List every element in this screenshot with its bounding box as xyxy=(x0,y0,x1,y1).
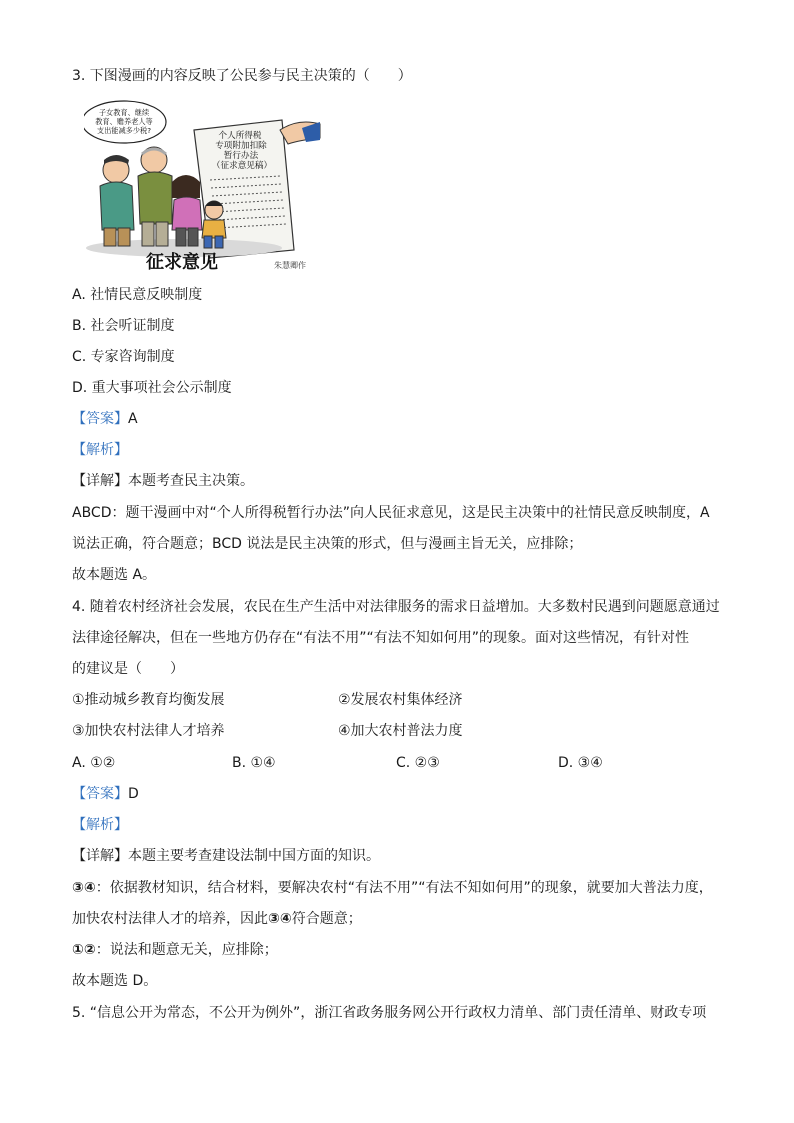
q4-analysis-label: 【解析】 xyxy=(72,817,128,833)
cartoon-doc-2: 专项附加扣除 xyxy=(215,141,267,151)
q4-answer xyxy=(72,784,139,804)
q4-explain-3-text: ：说法和题意无关，应排除； xyxy=(95,942,278,958)
q4-explain-3-key: ①② xyxy=(72,942,96,958)
q3-explain-1: ABCD：题干漫画中对“个人所得税暂行办法”向人民征求意见，这是民主决策中的社情民意反映制度，A xyxy=(72,505,710,521)
cartoon-caption: 征求意见 xyxy=(146,252,218,272)
q3-option-a: A. 社情民意反映制度 xyxy=(72,287,203,303)
q4-stem-3: 的建议是（ ） xyxy=(72,661,184,677)
q4-option-b: B. ①④ xyxy=(232,755,276,771)
cartoon-doc-3: 暂行办法 xyxy=(223,151,259,161)
q4-explain-3 xyxy=(72,940,278,960)
q4-explain-2 xyxy=(72,909,362,929)
q4-option-d: D. ③④ xyxy=(558,755,603,771)
q3-answer-label: 【答案】 xyxy=(72,411,128,427)
q4-detail xyxy=(72,846,380,866)
q4-detail-text: 本题主要考查建设法制中国方面的知识。 xyxy=(128,848,380,864)
cartoon-speech-3: 支出能减多少税? xyxy=(96,126,152,135)
cartoon-image xyxy=(84,100,322,272)
q3-detail-label: 【详解】 xyxy=(72,473,128,489)
q4-answer-label: 【答案】 xyxy=(72,786,128,802)
q3-answer xyxy=(72,409,138,429)
q4-item-4: ④加大农村普法力度 xyxy=(338,723,463,739)
cartoon-speech-1: 子女教育、继续 xyxy=(98,108,150,117)
q4-answer-value: D xyxy=(128,786,139,802)
cartoon-credit: 朱慧卿作 xyxy=(274,261,306,270)
q4-item-2: ②发展农村集体经济 xyxy=(338,692,463,708)
cartoon-speech-2: 教育、赡养老人等 xyxy=(95,117,153,126)
q4-option-c: C. ②③ xyxy=(396,755,440,771)
q4-explain-2b: 符合题意； xyxy=(291,911,362,927)
q4-item-1: ①推动城乡教育均衡发展 xyxy=(72,692,225,708)
q4-conclusion: 故本题选 D。 xyxy=(72,973,158,989)
q3-detail-text: 本题考查民主决策。 xyxy=(128,473,254,489)
q4-explain-2-key: ③④ xyxy=(268,911,292,927)
q4-option-a: A. ①② xyxy=(72,755,116,771)
q3-explain-2: 说法正确，符合题意；BCD 说法是民主决策的形式，但与漫画主旨无关，应排除； xyxy=(72,536,583,552)
q4-explain-1-text: ：依据教材知识，结合材料，要解决农村“有法不用”“有法不知如何用”的现象，就要加大普法力度， xyxy=(95,880,713,896)
q3-option-d: D. 重大事项社会公示制度 xyxy=(72,380,232,396)
q4-explain-1 xyxy=(72,878,713,898)
q3-analysis-label: 【解析】 xyxy=(72,442,128,458)
q4-explain-2a: 加快农村法律人才的培养，因此 xyxy=(72,911,268,927)
q4-detail-label: 【详解】 xyxy=(72,848,128,864)
q4-stem-1: 4. 随着农村经济社会发展，农民在生产生活中对法律服务的需求日益增加。大多数村民遇到问题愿意通过 xyxy=(72,599,720,615)
q3-conclusion: 故本题选 A。 xyxy=(72,567,157,583)
q5-stem-1: 5. “信息公开为常态，不公开为例外”，浙江省政务服务网公开行政权力清单、部门责任清单、财政专项 xyxy=(72,1005,707,1021)
q3-option-b: B. 社会听证制度 xyxy=(72,318,175,334)
q3-option-c: C. 专家咨询制度 xyxy=(72,349,175,365)
q4-stem-2: 法律途径解决，但在一些地方仍存在“有法不用”“有法不知如何用”的现象。面对这些情况，有针对性 xyxy=(72,630,690,646)
q3-detail xyxy=(72,471,254,491)
q3-stem: 3. 下图漫画的内容反映了公民参与民主决策的（ ） xyxy=(72,68,412,84)
q4-explain-1-key: ③④ xyxy=(72,880,96,896)
cartoon-doc-4: （征求意见稿） xyxy=(211,161,273,171)
q4-item-3: ③加快农村法律人才培养 xyxy=(72,723,225,739)
cartoon-doc-1: 个人所得税 xyxy=(218,131,262,141)
q3-answer-value: A xyxy=(128,411,138,427)
